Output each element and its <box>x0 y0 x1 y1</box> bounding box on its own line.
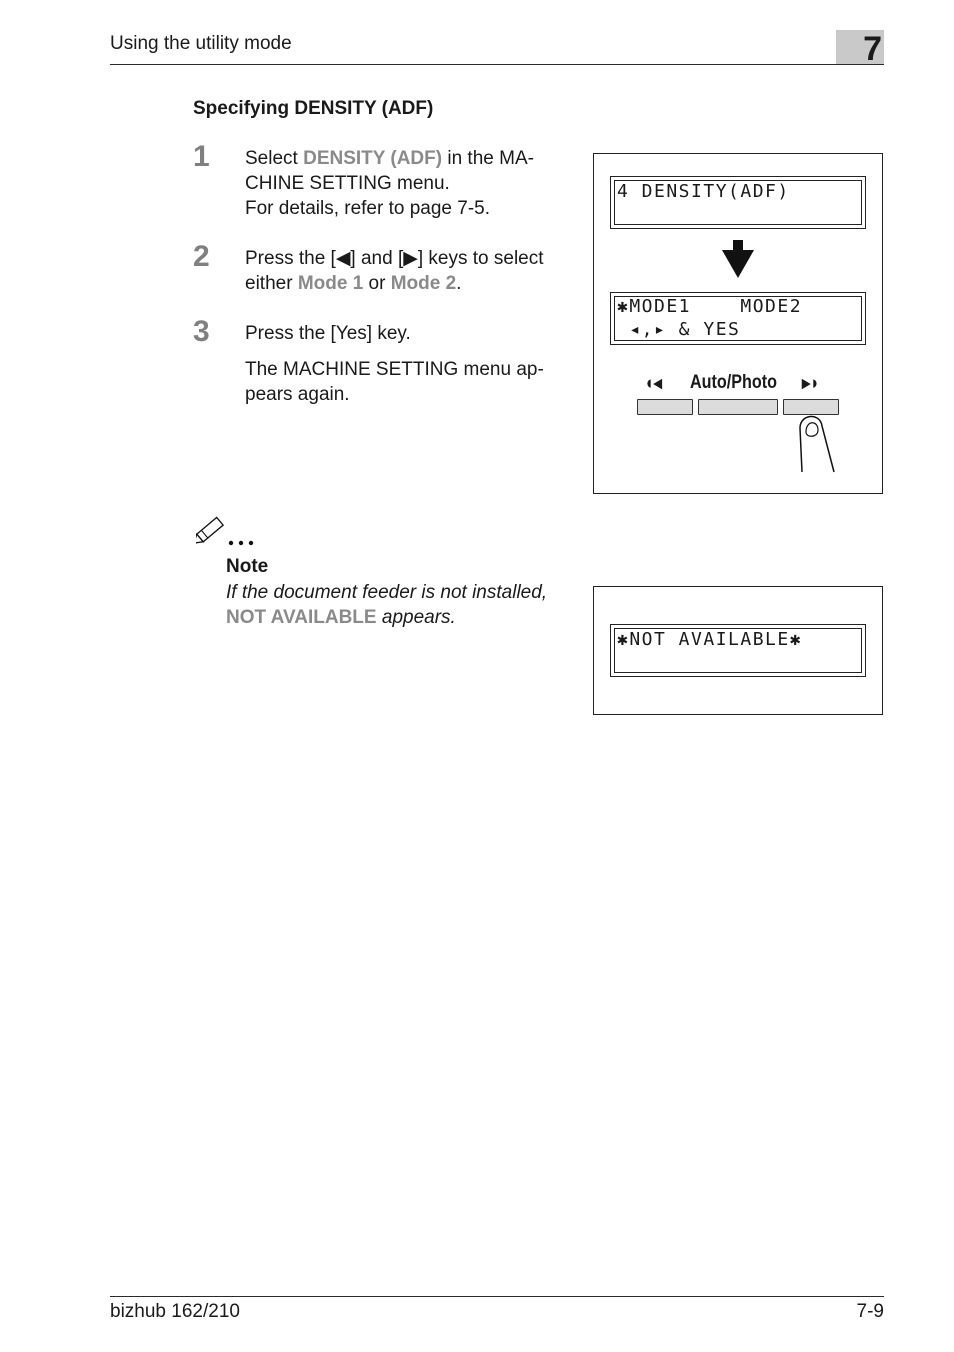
page-footer <box>110 1296 884 1322</box>
step-text <box>245 146 575 221</box>
section-title: Specifying DENSITY (ADF) <box>193 98 434 119</box>
text-segment: appears. <box>376 607 456 628</box>
left-arrow-key[interactable] <box>637 399 693 415</box>
lcd-line: ✱NOT AVAILABLE✱ <box>617 629 803 650</box>
text-segment: either <box>245 273 298 294</box>
header-title: Using the utility mode <box>110 33 292 54</box>
auto-photo-key[interactable] <box>698 399 778 415</box>
text-segment: . <box>456 273 462 294</box>
finger-pointer-icon <box>794 406 842 476</box>
text-line: For details, refer to page 7-5. <box>245 198 491 219</box>
text-segment: or <box>363 273 391 294</box>
step-number: 1 <box>193 140 210 173</box>
lcd-display-density <box>610 176 866 229</box>
lcd-line: ◂,▸ & YES <box>617 319 741 340</box>
note-body <box>226 580 586 630</box>
lighter-key-symbol: ◖◂ <box>644 373 662 394</box>
step-text: Press the [Yes] key. <box>245 323 411 344</box>
highlight-mode-1: Mode 1 <box>297 273 364 294</box>
page-header <box>110 30 884 68</box>
lcd-display-mode <box>610 292 866 345</box>
footer-page-number: 7-9 <box>856 1301 884 1322</box>
footer-model: bizhub 162/210 <box>110 1301 240 1322</box>
step-3-result <box>245 357 575 407</box>
highlight-not-available: NOT AVAILABLE <box>226 607 377 628</box>
text-segment: in the MA- <box>442 148 534 169</box>
note-title: Note <box>226 556 269 577</box>
text-line: CHINE SETTING menu. <box>245 173 450 194</box>
arrow-down-icon <box>720 240 756 280</box>
text-line: Press the [◀] and [▶] keys to select <box>245 248 544 269</box>
lcd-display-not-available <box>610 624 866 677</box>
highlight-density-adf: DENSITY (ADF) <box>303 148 443 169</box>
control-panel-illustration <box>593 153 883 494</box>
lcd-line: 4 DENSITY(ADF) <box>617 181 790 202</box>
step-number: 3 <box>193 315 210 348</box>
pencil-note-icon <box>196 514 262 548</box>
step-number: 2 <box>193 240 210 273</box>
lcd-line: ✱MODE1 MODE2 <box>617 296 803 317</box>
text-line: The MACHINE SETTING menu ap- <box>245 359 544 380</box>
text-line: If the document feeder is not installed, <box>226 582 548 603</box>
not-available-illustration <box>593 586 883 715</box>
auto-photo-label: Auto/Photo <box>690 372 778 393</box>
text-line: pears again. <box>245 384 350 405</box>
chapter-number: 7 <box>836 30 884 64</box>
darker-key-symbol: ▸◗ <box>802 373 820 394</box>
step-text <box>245 246 575 296</box>
highlight-mode-2: Mode 2 <box>390 273 457 294</box>
text-segment: Select <box>245 148 304 169</box>
